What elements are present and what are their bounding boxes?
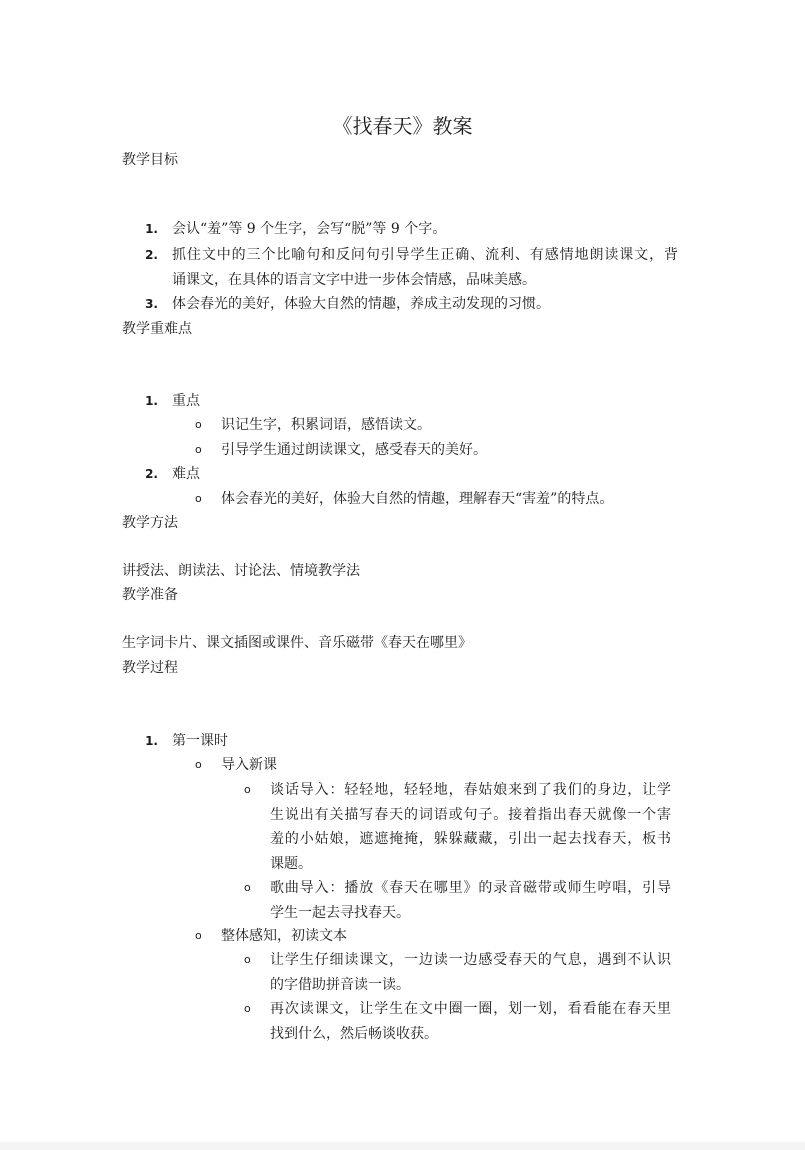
process-sub-line: 让学生仔细读课文，一边读一边感受春天的气息，遇到不认识 — [270, 952, 671, 968]
bullet-circle: o — [195, 418, 202, 431]
bullet-circle: o — [195, 492, 202, 505]
process-sub-para — [270, 876, 671, 925]
bullet-circle: o — [244, 953, 251, 966]
process-lesson-label: 第一课时 — [172, 733, 228, 749]
bullet-circle: o — [244, 783, 251, 796]
heading-goals: 教学目标 — [122, 152, 178, 168]
bullet-circle: o — [244, 881, 251, 894]
process-sub-line: 找到什么，然后畅谈收获。 — [270, 1025, 438, 1042]
goal-item-3: 体会春光的美好，体验大自然的情趣，养成主动发现的习惯。 — [172, 296, 550, 312]
process-number: 1. — [145, 734, 158, 748]
goal-number: 2. — [145, 248, 158, 262]
key-point-label: 重点 — [172, 393, 200, 409]
process-sub-para — [270, 778, 671, 876]
process-sub-line: 学生一起去寻找春天。 — [270, 904, 410, 921]
heading-prep: 教学准备 — [122, 587, 178, 603]
goal-number: 3. — [145, 297, 158, 311]
heading-key-points: 教学重难点 — [122, 321, 192, 337]
key-point-sub: 识记生字，积累词语，感悟读文。 — [221, 417, 431, 433]
heading-methods: 教学方法 — [122, 515, 178, 531]
bullet-circle: o — [195, 443, 202, 456]
methods-text: 讲授法、朗读法、讨论法、情境教学法 — [122, 563, 360, 579]
process-sub-line: 羞的小姑娘，遮遮掩掩，躲躲藏藏，引出一起去找春天，板书 — [270, 831, 671, 847]
goal-item-1: 会认“羞”等 9 个生字，会写“脱”等 9 个字。 — [172, 221, 447, 237]
key-point-number: 1. — [145, 394, 158, 408]
prep-text: 生字词卡片、课文插图或课件、音乐磁带《春天在哪里》 — [122, 635, 472, 651]
process-sub-line: 课题。 — [270, 855, 312, 872]
key-point-label: 难点 — [172, 466, 200, 482]
process-sub-line: 再次读课文，让学生在文中圈一圈，划一划，看看能在春天里 — [270, 1001, 671, 1017]
bullet-circle: o — [195, 929, 202, 942]
heading-process: 教学过程 — [122, 660, 178, 676]
bullet-circle: o — [195, 758, 202, 771]
goal-item-2-line: 诵课文，在具体的语言文字中进一步体会情感，品味美感。 — [172, 271, 536, 288]
process-sub-line: 的字借助拼音读一读。 — [270, 976, 410, 993]
goal-item-2 — [172, 243, 678, 292]
process-sub-para — [270, 948, 671, 997]
document-title: 《找春天》教案 — [332, 114, 473, 138]
process-sub-para — [270, 997, 671, 1046]
bullet-circle: o — [244, 1002, 251, 1015]
goal-number: 1. — [145, 222, 158, 236]
process-step-label: 整体感知，初读文本 — [221, 928, 347, 944]
process-sub-line: 谈话导入：轻轻地，轻轻地，春姑娘来到了我们的身边，让学 — [270, 782, 671, 798]
process-sub-line: 生说出有关描写春天的词语或句子。接着指出春天就像一个害 — [270, 806, 671, 823]
process-sub-line: 歌曲导入：播放《春天在哪里》的录音磁带或师生哼唱，引导 — [270, 880, 671, 896]
goal-item-2-line: 抓住文中的三个比喻句和反问句引导学生正确、流利、有感情地朗读课文，背 — [172, 247, 678, 263]
key-point-sub: 引导学生通过朗读课文，感受春天的美好。 — [221, 442, 487, 458]
key-point-number: 2. — [145, 467, 158, 481]
process-step-label: 导入新课 — [221, 757, 277, 773]
key-point-sub: 体会春光的美好，体验大自然的情趣，理解春天“害羞”的特点。 — [221, 491, 614, 507]
